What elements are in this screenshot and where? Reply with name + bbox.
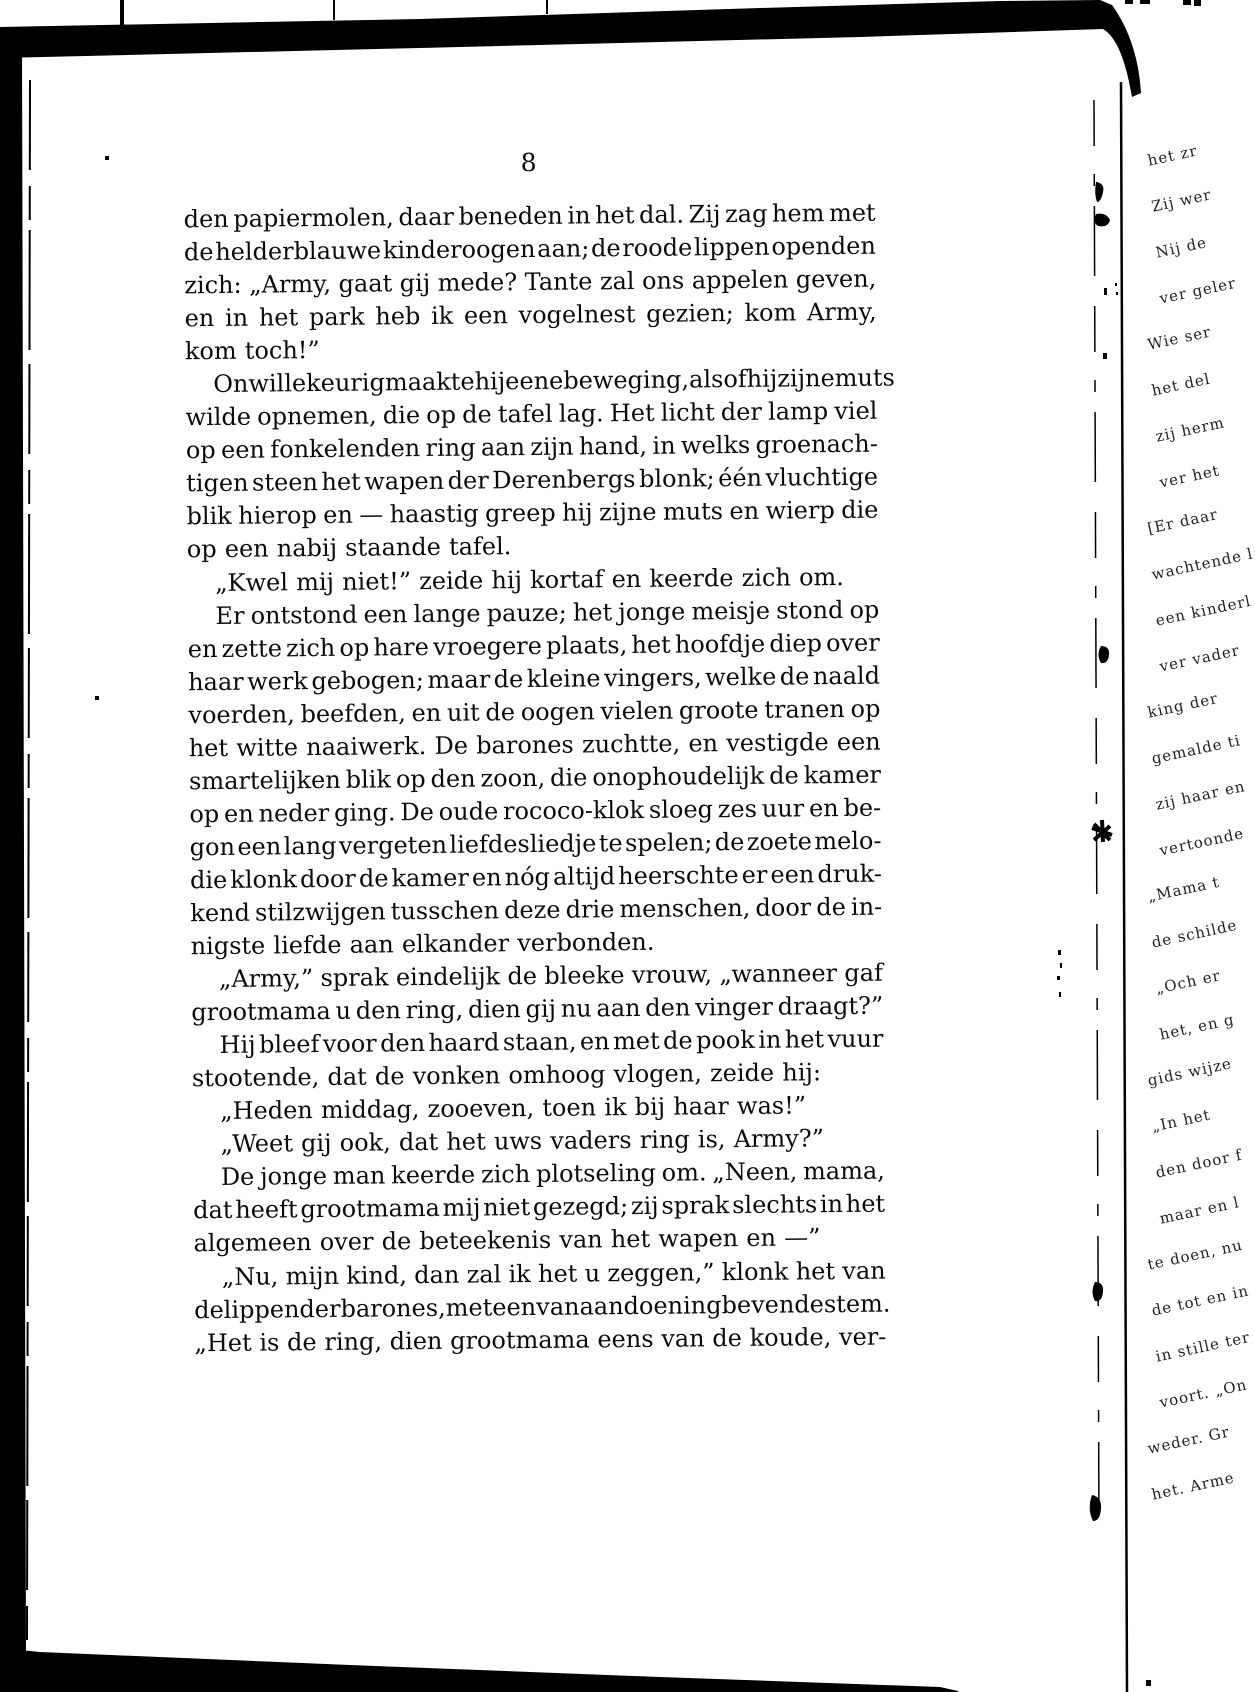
bleed-text-fragment: king der [1146, 689, 1220, 722]
gutter-lines [1094, 82, 1127, 1692]
text-line: en zette zich op hare vroegere plaats, het hoofdje diep over [187, 628, 880, 663]
text-line: De jonge man keerde zich plotseling om. „Neen, mama, [220, 1156, 885, 1192]
bleed-text-fragment: den door f [1154, 1145, 1244, 1182]
bleed-text-fragment: vertoonde [1158, 824, 1246, 860]
text-line: op en neder ging. De oude rococo-klok sloeg zes uur en be- [189, 793, 882, 829]
bleed-text-fragment: voort. „On [1158, 1375, 1249, 1412]
bleed-text-fragment: het. Arme [1150, 1468, 1237, 1504]
text-line: die klonk door de kamer en nóg altijd heerschte er een druk- [189, 859, 883, 895]
text-line: de helderblauwe kinderoogen aan; de roode lippen openden [183, 231, 876, 267]
bleed-text-fragment: gemalde ti [1150, 731, 1243, 768]
bleed-text-fragment: „In het [1150, 1105, 1213, 1136]
text-line: op een fonkelenden ring aan zijn hand, in welks groenach- [185, 429, 878, 465]
bottom-scan-band [0, 1648, 1151, 1692]
text-line: „Nu, mijn kind, dan zal ik het u zeggen,” klonk het van [221, 1256, 886, 1291]
text-line: den papiermolen, daar beneden in het dal. Zij zag hem met [183, 198, 876, 234]
text-line: dat heeft grootmama mij niet gezegd; zij sprak slechts in het [193, 1190, 886, 1225]
bleed-text-fragment: gids wijze [1146, 1054, 1234, 1090]
text-line: het witte naaiwerk. De barones zuchtte, en vestigde een [188, 727, 881, 763]
bleed-text-fragment: zij haar en [1154, 777, 1247, 814]
text-line: smartelijken blik op den zoon, die onophoudelijk de kamer [188, 760, 882, 796]
text-line: „Heden middag, zooeven, toen ik bij haar was!” [220, 1091, 807, 1126]
text-line: op een nabij staande tafel. [186, 532, 512, 564]
text-line: wilde opnemen, die op de tafel lag. Het licht der lamp viel [185, 396, 878, 432]
bleed-text-fragment: [Er daar [1146, 505, 1220, 538]
bleed-text-fragment: Wie ser [1146, 322, 1213, 354]
bleed-text-fragment: ver het [1158, 461, 1222, 492]
text-line: „Kwel mij niet!” zeide hij kortaf en keerde zich om. [215, 562, 844, 597]
text-line: Hij bleef voor den haard staan, en met de pook in het vuur [219, 1024, 884, 1060]
text-line: zich: „Army, gaat gij mede? Tante zal ons appelen geven, [184, 264, 877, 300]
text-line: Er ontstond een lange pauze; het jonge meisje stond op [215, 595, 880, 630]
bleed-text-fragment: ver geler [1158, 273, 1238, 308]
text-line: gon een lang vergeten liefdesliedje te spelen; de zoete melo- [189, 826, 882, 862]
left-scan-bar [0, 40, 30, 1660]
bleed-text-fragment: maar en l [1158, 1193, 1242, 1228]
text-line: kend stilzwijgen tusschen deze drie menschen, door de in- [190, 892, 883, 928]
bleed-text-fragment: „Mama t [1146, 872, 1222, 906]
bleed-text-fragment: in stille ter [1154, 1328, 1252, 1366]
bleed-text-fragment: te doen, nu [1146, 1235, 1245, 1274]
bleed-text-fragment: het, en g [1158, 1010, 1237, 1044]
text-line: de lippen der barones, met een van aandoening bevende stem. [194, 1289, 891, 1324]
text-line: nigste liefde aan elkander verbonden. [190, 927, 655, 961]
text-line: „Weet gij ook, dat het uws vaders ring is, Army?” [220, 1124, 825, 1159]
bleed-text-fragment: de schilde [1150, 915, 1239, 952]
text-line: Onwillekeurig maakte hij eene beweging, alsof hij zijne muts [213, 363, 896, 399]
text-line: grootmama u den ring, dien gij nu aan den vinger draagt?” [191, 991, 884, 1027]
text-line: tigen steen het wapen der Derenbergs blonk; één vluchtige [186, 463, 879, 498]
text-line: kom toch!” [184, 336, 320, 366]
bleed-text-fragment: weder. Gr [1146, 1422, 1232, 1458]
text-line: voerden, beefden, en uit de oogen vielen groote tranen op [188, 694, 881, 729]
bleed-text-fragment: Nij de [1154, 233, 1209, 262]
text-line: algemeen over de beteekenis van het wapen en —” [193, 1223, 821, 1258]
text-line: „Het is de ring, dien grootmama eens van de koude, ver- [194, 1322, 887, 1357]
bleed-text-fragment: het del [1150, 369, 1213, 400]
bleed-text-fragment: een kinderl [1154, 591, 1253, 630]
text-line: blik hierop en — haastig greep hij zijne muts en wierp die [186, 496, 879, 531]
bleed-text-fragment: ver vader [1158, 641, 1242, 676]
top-scan-band [0, 0, 1201, 97]
bleed-text-fragment: wachtende l [1150, 544, 1255, 584]
bleed-text-fragment: Zij wer [1150, 185, 1213, 216]
text-line: „Army,” sprak eindelijk de bleeke vrouw, „wanneer gaf [218, 958, 884, 994]
text-line: stootende, dat de vonken omhoog vlogen, zeide hij: [191, 1058, 822, 1093]
page-body [183, 145, 896, 1362]
bleed-text-fragment: het zr [1146, 141, 1200, 170]
bleed-text-fragment: „Och er [1154, 966, 1223, 998]
page-number: 8 [520, 147, 538, 178]
text-line: en in het park heb ik een vogelnest gezien; kom Army, [184, 297, 877, 333]
text-block [183, 198, 896, 1362]
bleed-text-fragment: zij herm [1154, 413, 1227, 446]
text-line: haar werk gebogen; maar de kleine vingers, welke de naald [187, 661, 881, 696]
bleed-text-fragment: de tot en in [1150, 1281, 1251, 1320]
